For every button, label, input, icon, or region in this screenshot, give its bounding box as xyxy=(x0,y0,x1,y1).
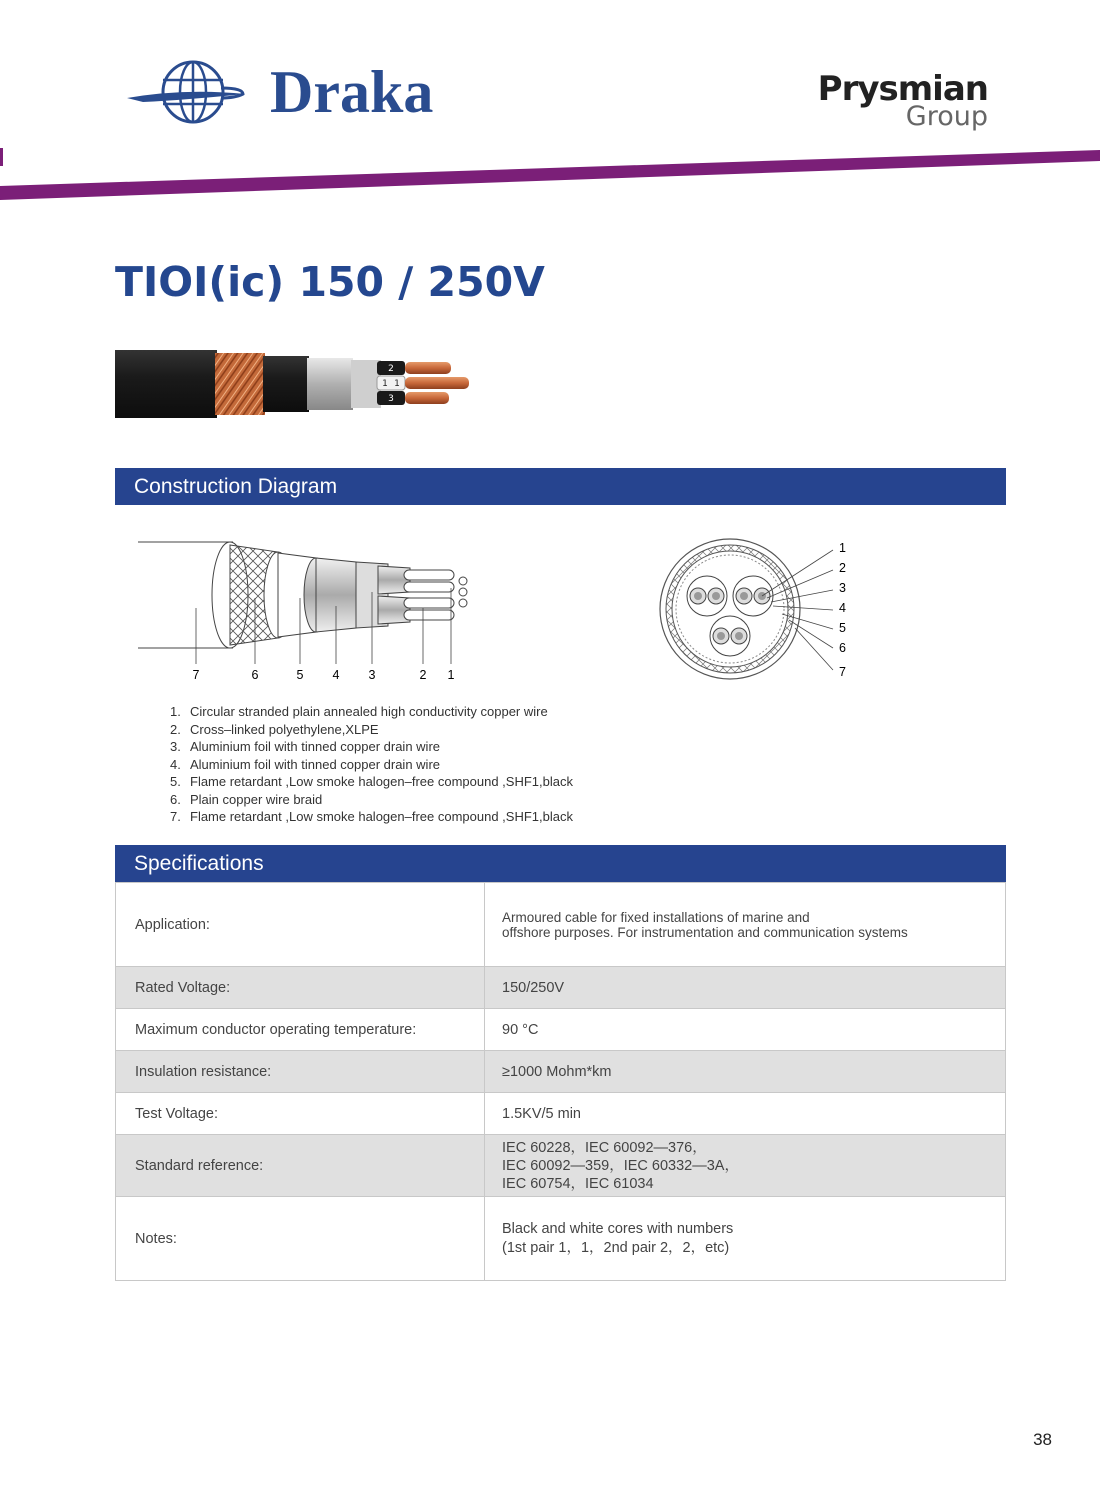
prysmian-brand-group: Group xyxy=(905,101,988,132)
table-row xyxy=(116,967,1006,1009)
legend-item: 7. Flame retardant ,Low smoke halogen–free compound ,SHF1,black xyxy=(170,809,573,824)
side-callout: 3 xyxy=(368,668,376,682)
draka-globe-logo xyxy=(125,58,250,128)
legend-item: 5. Flame retardant ,Low smoke halogen–free compound ,SHF1,black xyxy=(170,774,573,789)
side-callout: 5 xyxy=(296,668,304,682)
photo-core-label: 2 xyxy=(388,364,394,374)
spec-label: Maximum conductor operating temperature: xyxy=(116,1009,485,1051)
spec-label: Test Voltage: xyxy=(116,1093,485,1135)
spec-label: Standard reference: xyxy=(116,1135,485,1197)
specifications-heading: Specifications xyxy=(115,845,1006,882)
side-callout: 7 xyxy=(192,668,200,682)
cross-callout: 3 xyxy=(839,581,846,595)
side-callout: 4 xyxy=(332,668,340,682)
spec-value: Armoured cable for fixed installations of marine and offshore purposes. For instrumentation and communication systems xyxy=(485,883,1006,967)
spec-value: 150/250V xyxy=(485,967,1006,1009)
spec-value: 90 °C xyxy=(485,1009,1006,1051)
construction-legend xyxy=(170,703,573,826)
photo-core-label: 1 xyxy=(394,379,400,389)
spec-value: ≥1000 Mohm*km xyxy=(485,1051,1006,1093)
spec-label: Rated Voltage: xyxy=(116,967,485,1009)
side-callout: 1 xyxy=(447,668,455,682)
cross-pair xyxy=(687,576,727,616)
cross-callout: 1 xyxy=(839,541,846,555)
legend-item: 1. Circular stranded plain annealed high conductivity copper wire xyxy=(170,704,548,719)
cross-pair xyxy=(733,576,773,616)
cross-callout: 7 xyxy=(839,665,846,679)
spec-label: Notes: xyxy=(116,1197,485,1281)
legend-item: 6. Plain copper wire braid xyxy=(170,791,323,807)
legend-item: 3. Aluminium foil with tinned copper drain wire xyxy=(170,739,441,754)
cross-callout: 5 xyxy=(839,621,846,635)
prysmian-group-logo xyxy=(817,69,988,132)
page-number: 38 xyxy=(1033,1430,1052,1449)
legend-item: 2. Cross–linked polyethylene,XLPE xyxy=(170,721,379,737)
spec-label: Application: xyxy=(116,883,485,967)
header-accent-band xyxy=(0,140,1100,210)
cross-pair xyxy=(710,616,750,656)
specifications-table xyxy=(115,882,1006,1281)
legend-item: 4. Aluminium foil with tinned copper drain wire xyxy=(170,756,441,772)
product-title: TIOI(ic) 150 / 250V xyxy=(115,258,545,306)
table-row xyxy=(116,1197,1006,1281)
table-row xyxy=(116,1135,1006,1197)
cross-callout: 4 xyxy=(839,601,846,615)
prysmian-brand-name: Prysmian xyxy=(817,69,988,109)
spec-value: Black and white cores with numbers (1st pair 1，1，2nd pair 2，2，etc) xyxy=(485,1197,1006,1281)
table-row xyxy=(116,1009,1006,1051)
spec-label: Insulation resistance: xyxy=(116,1051,485,1093)
spec-value: 1.5KV/5 min xyxy=(485,1093,1006,1135)
cable-cross-section-diagram xyxy=(655,536,865,686)
cable-photo xyxy=(115,340,475,430)
cross-callout: 2 xyxy=(839,561,846,575)
photo-core-label: 1 xyxy=(382,379,388,389)
cross-callout: 6 xyxy=(839,641,846,655)
draka-brand-name: Draka xyxy=(270,59,434,125)
side-callout: 2 xyxy=(419,668,427,682)
table-row xyxy=(116,1051,1006,1093)
table-row xyxy=(116,883,1006,967)
spec-value: IEC 60228，IEC 60092—376， IEC 60092—359，IEC 60332—3A， IEC 60754，IEC 61034 xyxy=(485,1135,1006,1197)
photo-core-label: 3 xyxy=(388,394,394,404)
table-row xyxy=(116,1093,1006,1135)
construction-diagram-heading: Construction Diagram xyxy=(115,468,1006,505)
side-callout: 6 xyxy=(251,668,259,682)
cable-side-view-diagram xyxy=(138,536,478,686)
